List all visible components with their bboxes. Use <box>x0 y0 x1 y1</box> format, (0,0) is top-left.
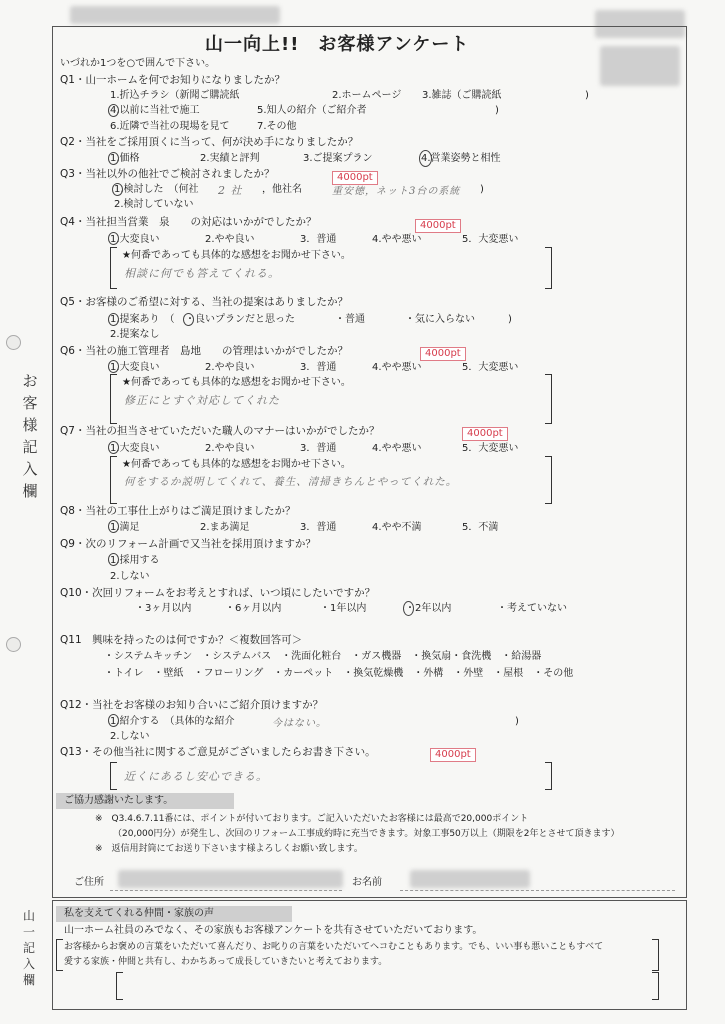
q10-option-3[interactable]: ・1年以内 <box>320 603 367 614</box>
voice-line-1: お客様からお褒めの言葉をいただいて喜んだり、お叱りの言葉をいただいてヘコむこともあります。でも、いい事も悪いこともすべて <box>64 942 604 952</box>
q7-comment-bracket-left <box>110 456 117 504</box>
name-underline <box>400 890 675 891</box>
q6-question: Q6・当社の施工管理者 島地 の管理はいかがでしたか？ <box>60 345 348 357</box>
q3-option-2[interactable]: 2.検討していない <box>114 199 194 210</box>
thanks-text: ご協力感謝いたします。 <box>64 795 174 806</box>
q11-options-row-1[interactable]: ・システムキッチン ・システムバス ・洗面化粧台 ・ガス機器 ・換気扇・食洗機 ・給湯器 <box>104 651 542 662</box>
q2-option-1[interactable]: 1.価格 <box>110 153 140 164</box>
q3-question: Q3・当社以外の他社でご検討されましたか？ <box>60 168 275 180</box>
q1-option-7[interactable]: 7.その他 <box>257 121 297 132</box>
q1-option-3-close: ) <box>585 90 589 101</box>
q4-comment-prompt: ★何番であっても具体的な感想をお聞かせ下さい。 <box>122 250 351 261</box>
q10-option-5[interactable]: ・考えていない <box>497 603 567 614</box>
q8-option-2[interactable]: 2.まあ満足 <box>200 522 250 533</box>
q6-option-5[interactable]: 5．大変悪い <box>462 362 519 373</box>
voice-title: 私を支えてくれる仲間・家族の声 <box>64 908 214 919</box>
q12-option-1-close: ) <box>515 716 519 727</box>
q4-comment-bracket-left <box>110 247 117 289</box>
q7-option-2[interactable]: 2.やや良い <box>205 443 255 454</box>
q4-option-4[interactable]: 4.やや悪い <box>372 234 422 245</box>
q12-option-2[interactable]: 2.しない <box>110 731 150 742</box>
q1-option-5-close: ) <box>495 105 499 116</box>
binder-hole <box>6 335 21 350</box>
q3-handwritten-names: 重安徳，ネット3台の系統 <box>332 186 461 197</box>
q2-option-4[interactable]: 4.営業姿勢と相性 <box>421 153 501 164</box>
q4-option-3[interactable]: 3．普通 <box>300 234 337 245</box>
q5-option-1-close: ) <box>508 314 512 325</box>
page-title: 山一向上!! お客様アンケート <box>205 34 470 55</box>
q7-option-5[interactable]: 5．大変悪い <box>462 443 519 454</box>
binder-hole <box>6 637 21 652</box>
q3-option-1-close: ) <box>480 184 484 195</box>
q6-comment-prompt: ★何番であっても具体的な感想をお聞かせ下さい。 <box>122 377 351 388</box>
points-note-2: （20,000円分）が発生し、次回のリフォーム工事成約時に充当できます。対象工事50万以上（期限を2年とさせて頂きます） <box>113 829 620 839</box>
q6-points-stamp: 4000pt <box>420 347 466 361</box>
q10-option-2[interactable]: ・6ヶ月以内 <box>225 603 282 614</box>
points-note-1: ※ Q3.4.6.7.11番には、ポイントが付いております。ご記入いただいたお客様には最高で20,000ポイント <box>95 814 529 824</box>
q5-question: Q5・お客様のご希望に対する、当社の提案はありましたか？ <box>60 296 348 308</box>
q10-question: Q10・次回リフォームをお考えとすれば、いつ頃にしたいですか？ <box>60 587 376 599</box>
q2-question: Q2・当社をご採用頂くに当って、何が決め手になりましたか？ <box>60 136 359 148</box>
q6-comment-handwritten[interactable]: 修正にとすぐ対応してくれた <box>124 394 280 407</box>
q8-option-1[interactable]: 1.満足 <box>110 522 140 533</box>
q11-options-row-2[interactable]: ・トイレ ・壁紙 ・フローリング ・カーペット ・換気乾燥機 ・外構 ・外壁 ・屋根 ・その他 <box>104 668 574 679</box>
q4-option-2[interactable]: 2.やや良い <box>205 234 255 245</box>
q6-option-1[interactable]: 1.大変良い <box>110 362 160 373</box>
q1-option-6[interactable]: 6.近隣で当社の現場を見て <box>110 121 230 132</box>
q2-option-3[interactable]: 3.ご提案プラン <box>303 153 373 164</box>
q4-points-stamp: 4000pt <box>415 219 461 233</box>
voice-bracket-right <box>652 939 659 971</box>
q3-points-stamp: 4000pt <box>332 171 378 185</box>
q1-option-2[interactable]: 2.ホームページ <box>332 90 402 101</box>
q12-option-1[interactable]: 1.紹介する （具体的な紹介 <box>110 716 235 727</box>
q13-question: Q13・その他当社に関するご意見がございましたらお書き下さい。 <box>60 746 376 758</box>
q4-option-1[interactable]: 1.大変良い <box>110 234 160 245</box>
q6-option-3[interactable]: 3．普通 <box>300 362 337 373</box>
staff-comment-bracket-right <box>652 972 659 1000</box>
q4-comment-handwritten[interactable]: 相談に何でも答えてくれる。 <box>124 267 280 280</box>
q1-option-5[interactable]: 5.知人の紹介（ご紹介者 <box>257 105 367 116</box>
q7-question: Q7・当社の担当させていただいた職人のマナーはいかがでしたか？ <box>60 425 380 437</box>
q5-option-1-good[interactable]: ・良いプランだと思った <box>185 314 295 325</box>
q3-handwritten-count: 2 社 <box>218 184 243 197</box>
q3-option-1-company: ，他社名 <box>262 184 302 195</box>
q5-option-2[interactable]: 2.提案なし <box>110 329 160 340</box>
q7-option-4[interactable]: 4.やや悪い <box>372 443 422 454</box>
q13-comment-bracket-right <box>545 762 552 790</box>
q7-option-3[interactable]: 3．普通 <box>300 443 337 454</box>
q5-option-1[interactable]: 1.提案あり （ <box>110 314 175 325</box>
q1-option-4[interactable]: 4.以前に当社で施工 <box>110 105 200 116</box>
q7-points-stamp: 4000pt <box>462 427 508 441</box>
q5-option-1-dislike[interactable]: ・気に入らない <box>405 314 475 325</box>
q6-comment-bracket-right <box>545 374 552 424</box>
q13-points-stamp: 4000pt <box>430 748 476 762</box>
q12-question: Q12・当社をお客様のお知り合いにご紹介頂けますか？ <box>60 699 324 711</box>
q9-option-2[interactable]: 2.しない <box>110 571 150 582</box>
side-label-customer: お客様記入欄 <box>22 372 38 500</box>
staff-comment-bracket-left <box>116 972 123 1000</box>
return-note: ※ 返信用封筒にてお送り下さいます様よろしくお願い致します。 <box>95 844 363 854</box>
q6-comment-bracket-left <box>110 374 117 424</box>
redacted-header-left <box>70 6 280 24</box>
q9-question: Q9・次のリフォーム計画で又当社を採用頂けますか？ <box>60 538 316 550</box>
q7-comment-prompt: ★何番であっても具体的な感想をお聞かせ下さい。 <box>122 459 351 470</box>
q5-option-1-normal[interactable]: ・普通 <box>335 314 365 325</box>
side-label-staff: 山一記入欄 <box>22 909 35 987</box>
address-label: ご住所 <box>74 877 104 888</box>
q8-question: Q8・当社の工事仕上がりはご満足頂けましたか？ <box>60 505 296 517</box>
q4-comment-bracket-right <box>545 247 552 289</box>
q11-question: Q11 興味を持ったのは何ですか？＜複数回答可＞ <box>60 634 303 646</box>
voice-intro: 山一ホーム社員のみでなく、その家族もお客様アンケートを共有させていただいております。 <box>64 925 483 936</box>
q10-option-1[interactable]: ・3ヶ月以内 <box>135 603 192 614</box>
voice-bracket-left <box>56 939 63 971</box>
instruction-text: いづれか1つを○で囲んで下さい。 <box>60 58 216 69</box>
voice-line-2: 愛する家族・仲間と共有し、わかちあって成長していきたいと考えております。 <box>64 957 388 967</box>
redacted-address <box>118 870 343 888</box>
q13-comment-handwritten[interactable]: 近くにあるし安心できる。 <box>124 770 268 783</box>
q2-option-2[interactable]: 2.実績と評判 <box>200 153 260 164</box>
q10-option-4[interactable]: ・2年以内 <box>405 603 452 614</box>
q1-option-1[interactable]: 1.折込チラシ（新聞ご購読紙 <box>110 90 240 101</box>
q13-comment-bracket-left <box>110 762 117 790</box>
q8-option-4[interactable]: 4.やや不満 <box>372 522 422 533</box>
q4-question: Q4・当社担当営業 泉 の対応はいかがでしたか？ <box>60 216 317 228</box>
q9-option-1[interactable]: 1.採用する <box>110 555 160 566</box>
q7-option-1[interactable]: 1.大変良い <box>110 443 160 454</box>
address-underline <box>110 890 342 891</box>
q12-handwritten[interactable]: 今はない。 <box>272 718 327 729</box>
q7-comment-bracket-right <box>545 456 552 504</box>
q6-option-4[interactable]: 4.やや悪い <box>372 362 422 373</box>
q7-comment-handwritten[interactable]: 何をするか説明してくれて、養生、清掃きちんとやってくれた。 <box>124 476 458 488</box>
q8-option-3[interactable]: 3．普通 <box>300 522 337 533</box>
q1-question: Q1・山一ホームを何でお知りになりましたか？ <box>60 74 285 86</box>
q8-option-5[interactable]: 5．不満 <box>462 522 499 533</box>
q1-option-3[interactable]: 3.雑誌（ご購読紙 <box>422 90 502 101</box>
q4-option-5[interactable]: 5．大変悪い <box>462 234 519 245</box>
redacted-name <box>410 870 530 888</box>
q3-option-1[interactable]: 1.検討した （何社 <box>114 184 199 195</box>
q6-option-2[interactable]: 2.やや良い <box>205 362 255 373</box>
name-label: お名前 <box>352 877 382 888</box>
